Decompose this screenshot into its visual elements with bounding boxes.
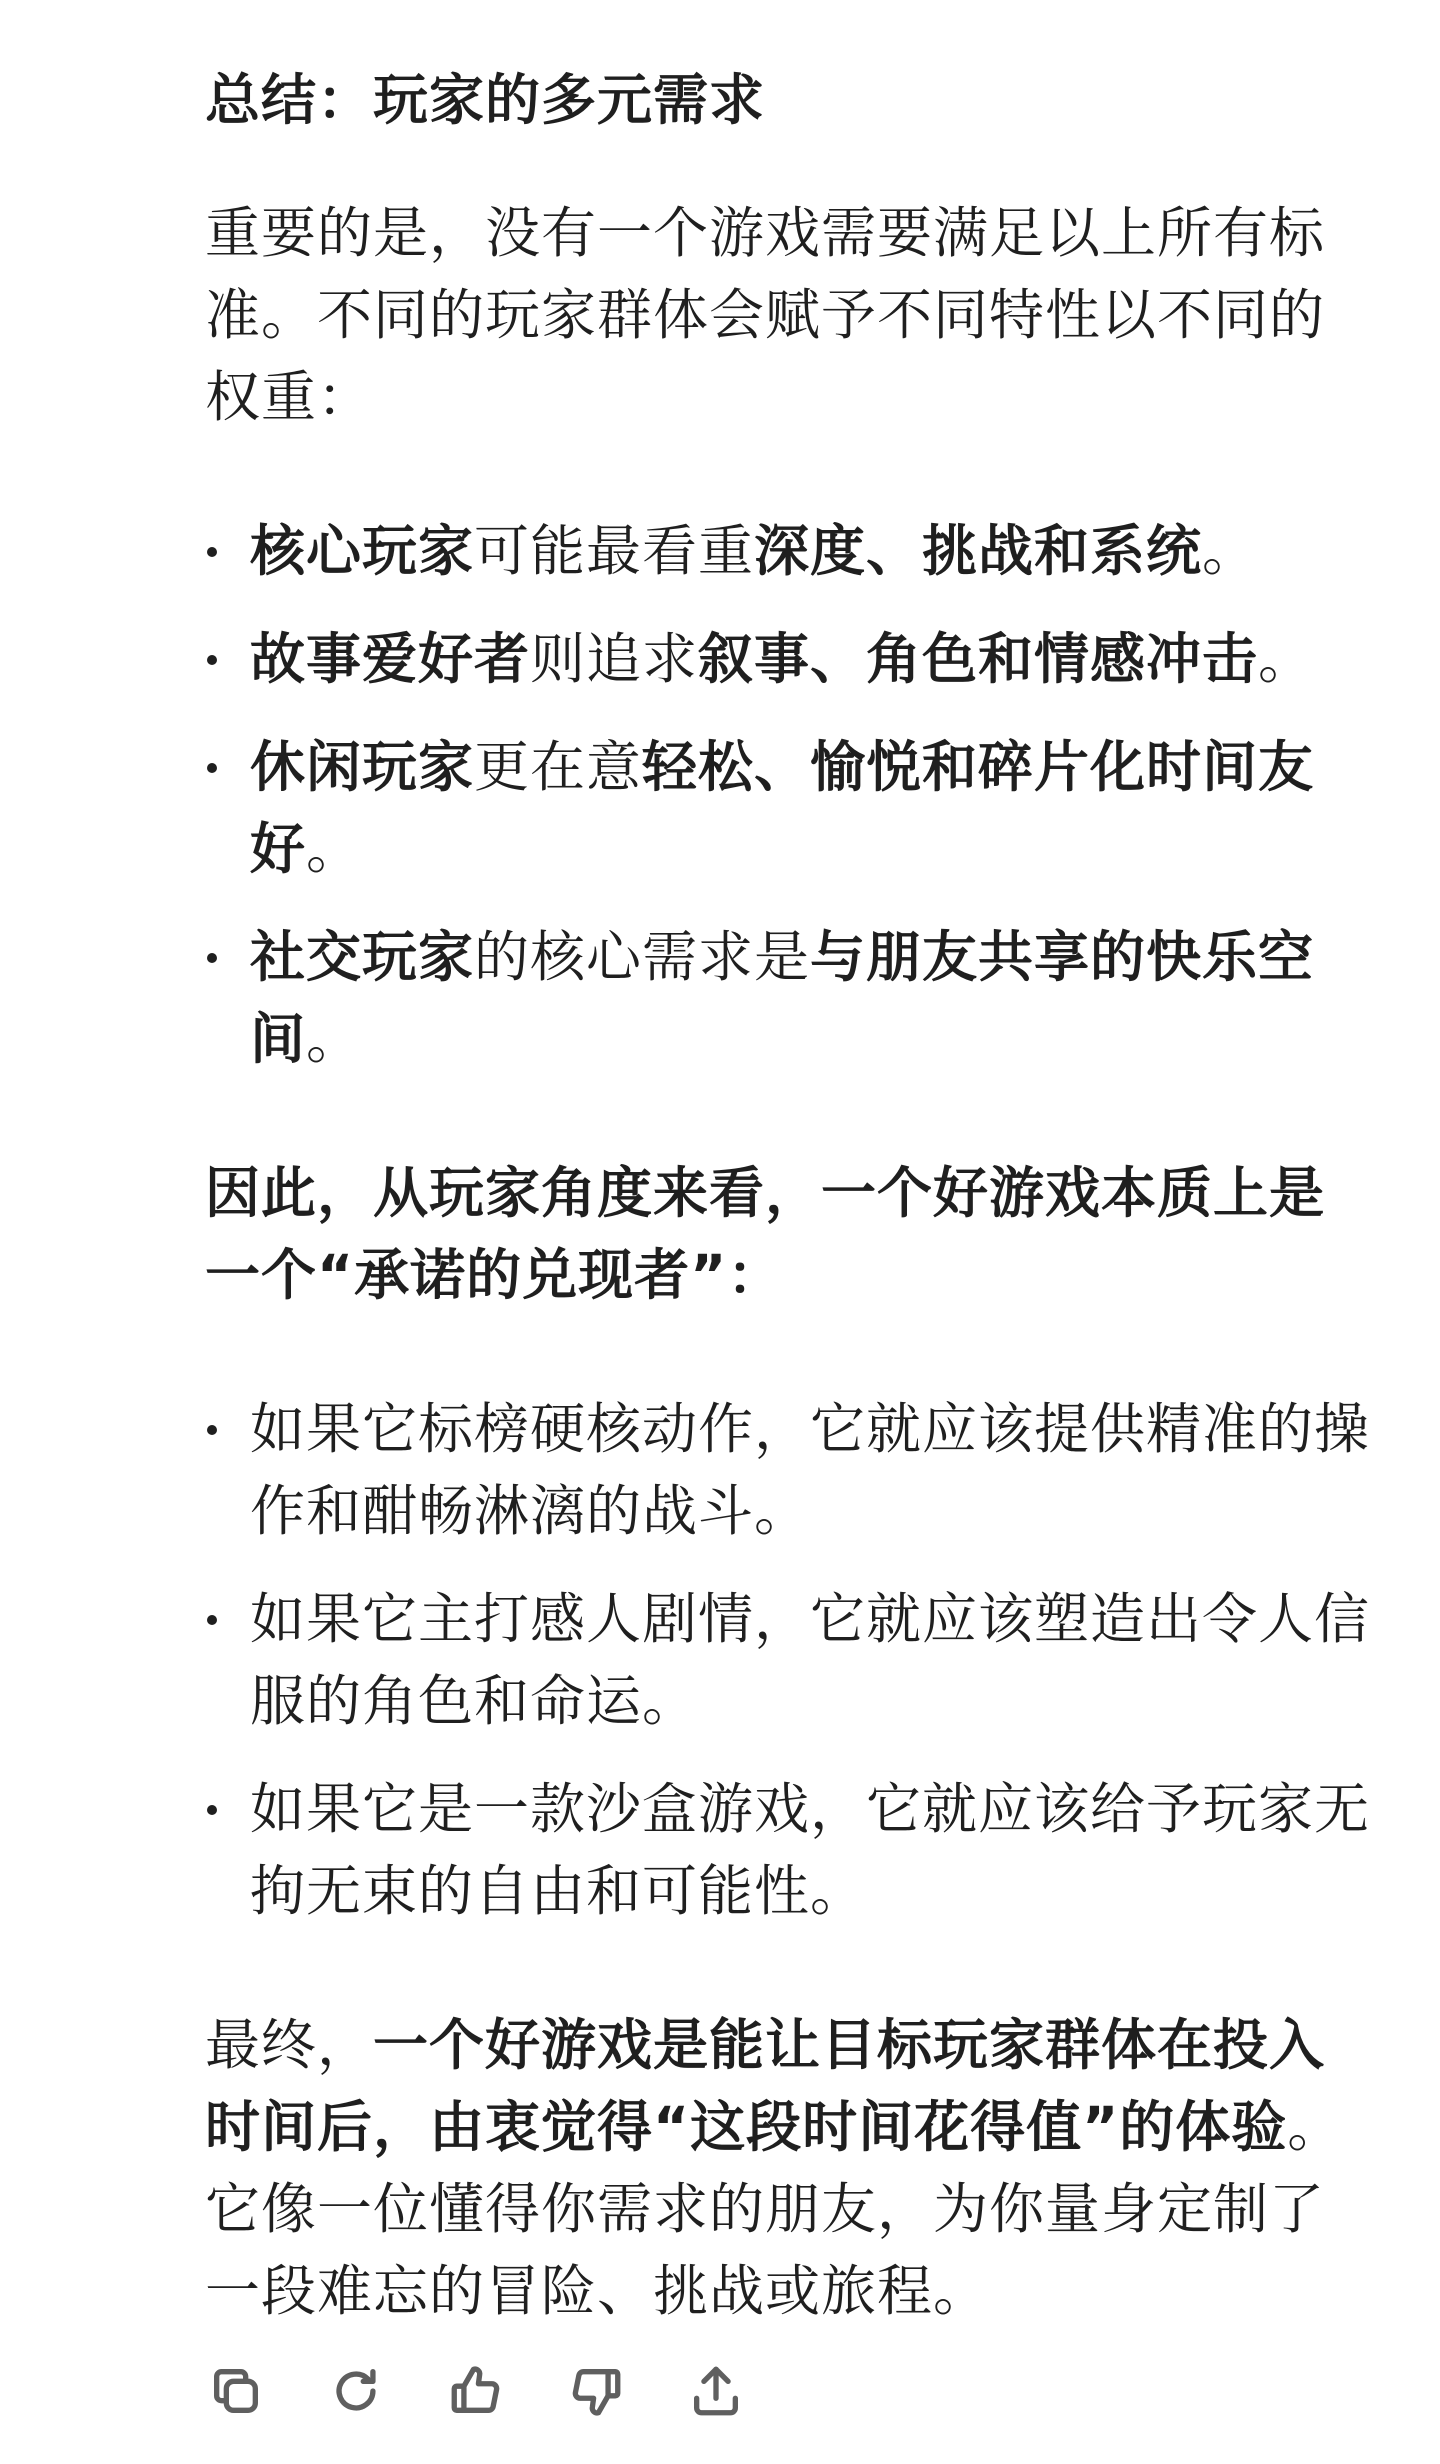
list-text: 。 <box>1258 627 1315 691</box>
copy-button[interactable] <box>205 2360 267 2422</box>
player-type-name: 故事爱好者 <box>250 627 531 691</box>
thesis-paragraph: 因此，从玩家角度来看，一个好游戏本质上是一个“承诺的兑现者”： <box>205 1161 1326 1307</box>
list-item <box>205 510 1385 592</box>
list-item: 如果它是一款沙盒游戏，它就应该给予玩家无拘无束的自由和可能性。 <box>205 1768 1385 1932</box>
player-type-need: 叙事、角色和情感冲击 <box>698 627 1259 691</box>
player-type-name: 社交玩家 <box>250 925 475 989</box>
player-types-list <box>205 510 1385 1080</box>
list-item: 如果它主打感人剧情，它就应该塑造出令人信服的角色和命运。 <box>205 1578 1385 1742</box>
conclusion-text: 。它像一位懂得你需求的朋友，为你量身定制了一段难忘的冒险、挑战或旅程。 <box>205 2095 1344 2323</box>
section-heading: 总结：玩家的多元需求 <box>205 68 766 132</box>
share-button[interactable] <box>685 2360 747 2422</box>
copy-icon <box>207 2362 265 2420</box>
share-icon <box>687 2362 745 2420</box>
list-text: 。 <box>306 1007 363 1071</box>
list-text: 。 <box>1202 519 1259 583</box>
list-item <box>205 916 1385 1080</box>
thumbs-up-button[interactable] <box>445 2360 507 2422</box>
player-type-need: 轻松、愉悦和碎片化时间友好 <box>250 735 1315 881</box>
player-type-name: 核心玩家 <box>250 519 475 583</box>
player-type-need: 与朋友共享的快乐空间 <box>250 925 1315 1071</box>
response-action-bar <box>205 2360 747 2422</box>
list-text: 可能最看重 <box>474 519 755 583</box>
list-item <box>205 726 1385 890</box>
player-type-name: 休闲玩家 <box>250 735 475 799</box>
conclusion-emphasis: 一个好游戏是能让目标玩家群体在投入时间后，由衷觉得“这段时间花得值”的体验 <box>205 2013 1326 2159</box>
list-text: 的核心需求是 <box>474 925 811 989</box>
conclusion-paragraph <box>205 2004 1345 2332</box>
list-item: 如果它标榜硬核动作，它就应该提供精准的操作和酣畅淋漓的战斗。 <box>205 1388 1385 1552</box>
conclusion-text: 最终， <box>205 2013 374 2077</box>
list-text: 。 <box>306 817 363 881</box>
thumbs-down-button[interactable] <box>565 2360 627 2422</box>
list-text: 则追求 <box>530 627 699 691</box>
response-content <box>205 60 1385 2332</box>
thumbs-down-icon <box>567 2362 625 2420</box>
promises-list <box>205 1388 1385 1932</box>
list-text: 更在意 <box>474 735 643 799</box>
list-item <box>205 618 1385 700</box>
intro-paragraph: 重要的是，没有一个游戏需要满足以上所有标准。不同的玩家群体会赋予不同特性以不同的权重： <box>205 201 1326 429</box>
player-type-need: 深度、挑战和系统 <box>754 519 1203 583</box>
regenerate-button[interactable] <box>325 2360 387 2422</box>
thumbs-up-icon <box>447 2362 505 2420</box>
regenerate-icon <box>327 2362 385 2420</box>
